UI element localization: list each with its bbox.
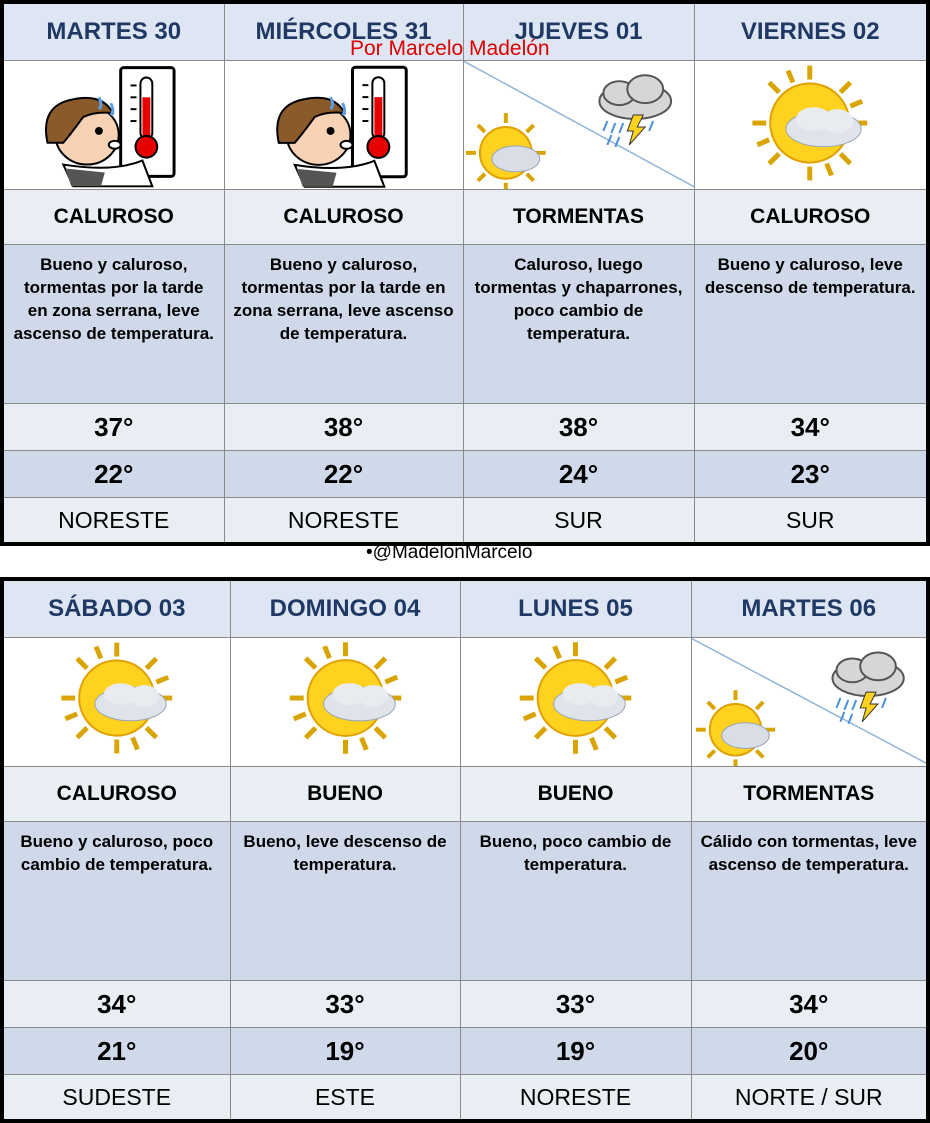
- author-credit: Por Marcelo Madelón: [350, 37, 550, 60]
- forecast-description: Bueno y caluroso, tormentas por la tarde en zona serrana, leve ascenso de temperatura.: [224, 245, 463, 404]
- social-handle: •@MadelonMarcelo: [366, 542, 533, 563]
- min-temperature: 22°: [2, 451, 224, 498]
- wind-direction: SUDESTE: [2, 1075, 230, 1122]
- min-temperature: 19°: [460, 1028, 691, 1075]
- max-temperature: 37°: [2, 404, 224, 451]
- forecast-description: Bueno y caluroso, poco cambio de temperatura.: [2, 822, 230, 981]
- day-name: DOMINGO 04: [230, 579, 460, 638]
- condition-label: TORMENTAS: [463, 190, 694, 245]
- sun-cloud-icon: [461, 638, 691, 766]
- wind-direction: NORESTE: [2, 498, 224, 545]
- condition-label: BUENO: [230, 767, 460, 822]
- max-temperature: 38°: [224, 404, 463, 451]
- max-temperature: 34°: [694, 404, 928, 451]
- day-header-row: [2, 579, 928, 638]
- condition-label: CALUROSO: [694, 190, 928, 245]
- weather-icon-row: [2, 61, 928, 190]
- max-temperature: 33°: [460, 981, 691, 1028]
- max-temp-row: [2, 981, 928, 1028]
- min-temperature: 21°: [2, 1028, 230, 1075]
- wind-direction: SUR: [463, 498, 694, 545]
- wind-direction: SUR: [694, 498, 928, 545]
- condition-label: CALUROSO: [2, 190, 224, 245]
- forecast-table-week-2: [0, 577, 930, 1123]
- wind-direction: NORTE / SUR: [691, 1075, 928, 1122]
- day-name: JUEVES 01: [463, 2, 694, 61]
- forecast-description: Bueno, leve descenso de temperatura.: [230, 822, 460, 981]
- wind-row: [2, 1075, 928, 1122]
- description-row: [2, 822, 928, 981]
- condition-label: CALUROSO: [2, 767, 230, 822]
- day-name: SÁBADO 03: [2, 579, 230, 638]
- min-temp-row: [2, 1028, 928, 1075]
- max-temperature: 38°: [463, 404, 694, 451]
- hot-person-thermometer-icon: [225, 61, 463, 189]
- max-temp-row: [2, 404, 928, 451]
- sun-and-storm-icon: [692, 638, 927, 766]
- wind-row: [2, 498, 928, 545]
- min-temperature: 22°: [224, 451, 463, 498]
- forecast-description: Bueno y caluroso, tormentas por la tarde en zona serrana, leve ascenso de temperatura.: [2, 245, 224, 404]
- condition-label: TORMENTAS: [691, 767, 928, 822]
- day-name: MIÉRCOLES 31: [224, 2, 463, 61]
- wind-direction: NORESTE: [460, 1075, 691, 1122]
- forecast-description: Bueno, poco cambio de temperatura.: [460, 822, 691, 981]
- min-temperature: 19°: [230, 1028, 460, 1075]
- day-name: MARTES 06: [691, 579, 928, 638]
- day-name: VIERNES 02: [694, 2, 928, 61]
- description-row: [2, 245, 928, 404]
- condition-row: [2, 190, 928, 245]
- sun-cloud-icon: [695, 61, 927, 189]
- min-temperature: 23°: [694, 451, 928, 498]
- min-temperature: 20°: [691, 1028, 928, 1075]
- max-temperature: 34°: [691, 981, 928, 1028]
- condition-label: BUENO: [460, 767, 691, 822]
- day-name: MARTES 30: [2, 2, 224, 61]
- sun-cloud-icon: [231, 638, 460, 766]
- forecast-description: Cálido con tormentas, leve ascenso de temperatura.: [691, 822, 928, 981]
- max-temperature: 33°: [230, 981, 460, 1028]
- max-temperature: 34°: [2, 981, 230, 1028]
- day-name: LUNES 05: [460, 579, 691, 638]
- condition-label: CALUROSO: [224, 190, 463, 245]
- wind-direction: ESTE: [230, 1075, 460, 1122]
- sun-cloud-icon: [4, 638, 230, 766]
- condition-row: [2, 767, 928, 822]
- weather-icon-row: [2, 638, 928, 767]
- forecast-table-week-1: [0, 0, 930, 546]
- min-temperature: 24°: [463, 451, 694, 498]
- forecast-description: Caluroso, luego tormentas y chaparrones, poco cambio de temperatura.: [463, 245, 694, 404]
- wind-direction: NORESTE: [224, 498, 463, 545]
- sun-and-storm-icon: [464, 61, 694, 189]
- forecast-description: Bueno y caluroso, leve descenso de temperatura.: [694, 245, 928, 404]
- min-temp-row: [2, 451, 928, 498]
- hot-person-thermometer-icon: [4, 61, 224, 189]
